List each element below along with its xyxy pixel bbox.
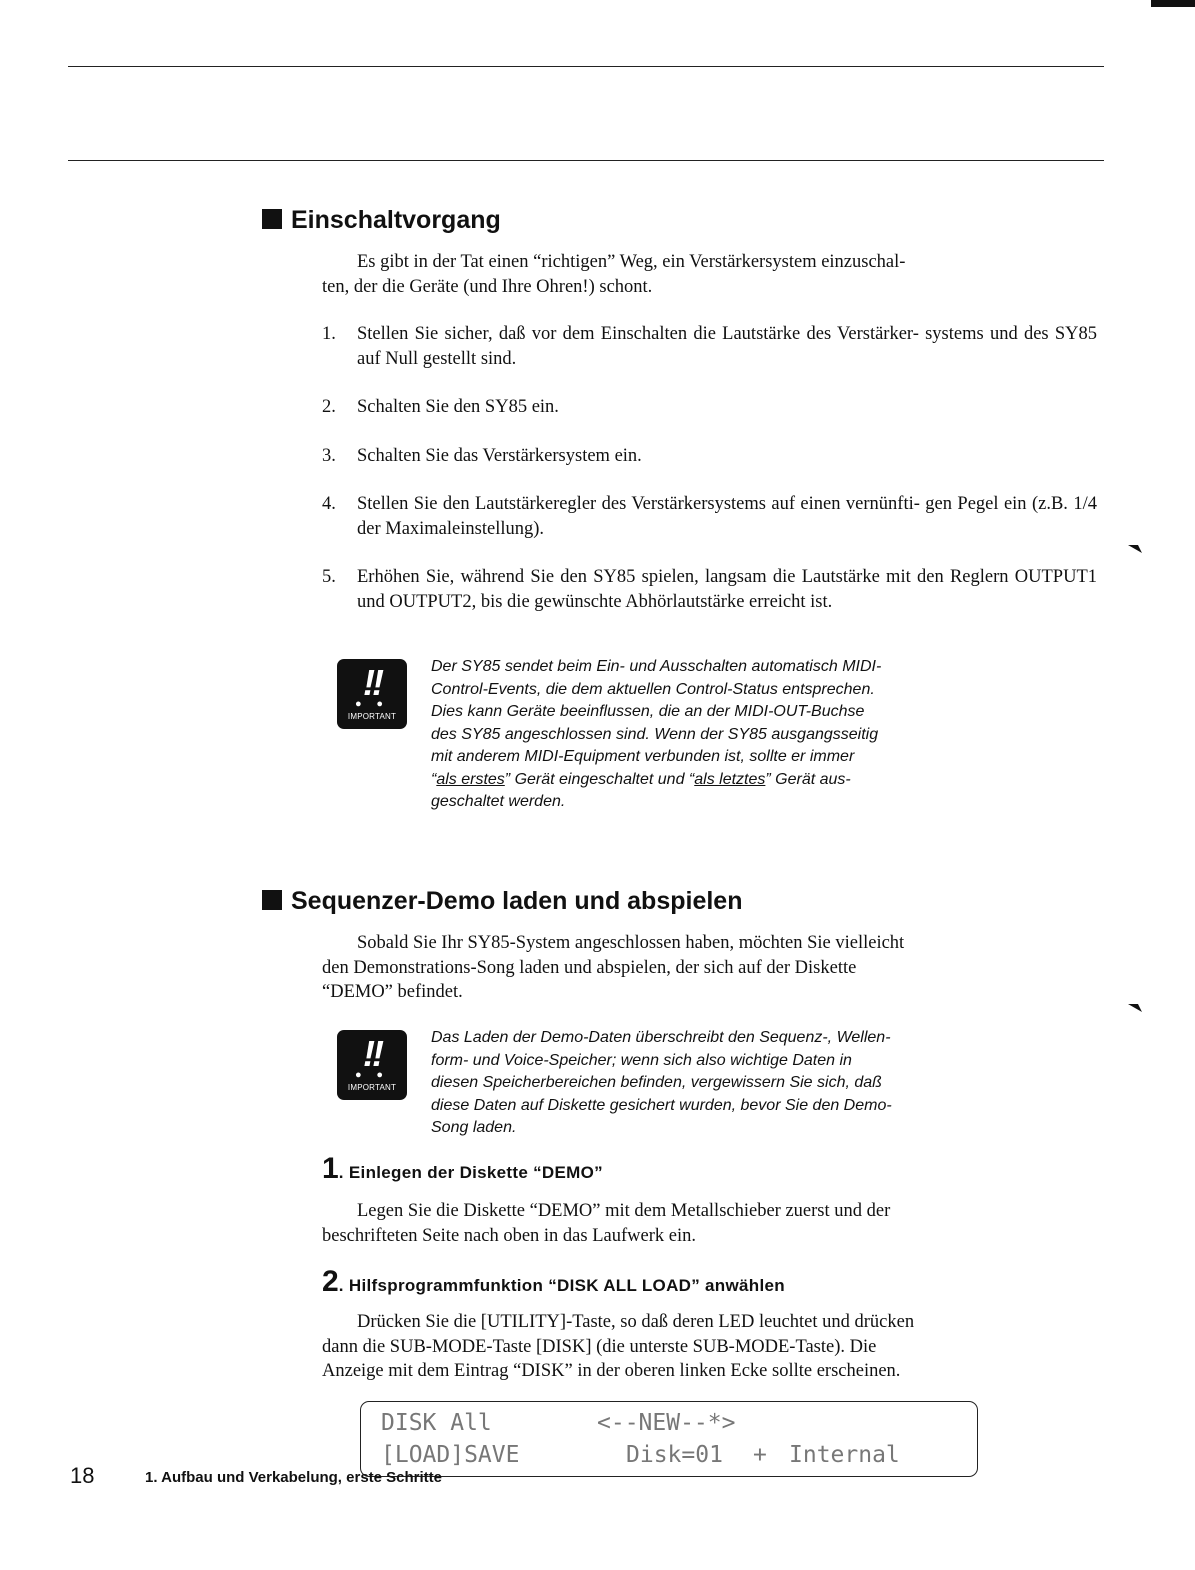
power-on-steps [322,322,1097,614]
section-heading-sequenzer-demo: Sequenzer-Demo laden und abspielen [262,887,742,916]
lcd-row2-left: [LOAD]SAVE [381,1442,520,1468]
edge-arrow-icon [1128,543,1144,553]
section-heading-einschaltvorgang: Einschaltvorgang [262,206,501,235]
underlined-first: als erstes [436,770,505,788]
section2-intro: Sobald Sie Ihr SY85-System angeschlossen haben, möchten Sie vielleicht den Demonstrations-Song laden und abspielen, der sich auf der Diskette “DEMO” befindet. [322,933,905,1002]
top-rule [68,66,1104,67]
heading-bullet-icon [262,209,282,229]
important-note-demo: Das Laden der Demo-Daten überschreibt den Sequenz-, Wellen- form- und Voice-Speicher; wenn sich also wichtige Daten in diesen Speicherbereichen befinden, vergewissern Sie sich, daß diese Daten auf Diskette gesichert wurden, bevor Sie den Demo- Song laden. [431,1029,892,1136]
lcd-display [360,1401,978,1477]
important-note-midi: Der SY85 sendet beim Ein- und Ausschalten automatisch MIDI- Control-Events, die dem aktuellen Control-Status entsprechen. Dies kann Geräte beeinflussen, die an der MIDI-OUT-Buchse des SY85 angeschlossen sind. Wenn der SY85 ausgangsseitig mit anderem MIDI-Equipment verbunden ist, sollte er immer “als erstes” Gerät eingeschaltet und “als letztes” Gerät aus- geschaltet werden. [431,658,882,810]
list-item: 4. Stellen Sie den Lautstärkeregler des Verstärkersystems auf einen vernünfti- gen Pegel ein (z.B. 1/4 der Maximaleinstellung). [322,494,1097,539]
second-rule [68,160,1104,161]
lcd-row1-right: <--NEW--*> [597,1410,736,1436]
chapter-title: 1. Aufbau und Verkabelung, erste Schritte [145,1469,443,1486]
page-number: 18 [70,1463,95,1488]
lcd-row1-left: DISK All [381,1410,492,1436]
step1-text: Legen Sie die Diskette “DEMO” mit dem Metallschieber zuerst und der beschrifteten Seite nach oben in das Laufwerk ein. [322,1201,891,1246]
list-item: 5. Erhöhen Sie, während Sie den SY85 spielen, langsam die Lautstärke mit den Reglern OUTPUT1 und OUTPUT2, bis die gewünschte Abhörlautstärke erreicht ist. [322,567,1097,612]
important-icon: !! ● ● IMPORTANT [337,1030,407,1100]
corner-scan-mark [1151,0,1195,7]
step2-text: Drücken Sie die [UTILITY]-Taste, so daß deren LED leuchtet und drücken dann die SUB-MODE-Taste [DISK] (die unterste SUB-MODE-Taste). Die Anzeige mit dem Eintrag “DISK” in der oberen linken Ecke sollte erscheinen. [322,1312,915,1381]
list-item: 3. Schalten Sie das Verstärkersystem ein. [322,445,642,466]
lcd-row2-arrow-icon: + [753,1442,767,1468]
lcd-row2-right: Internal [789,1442,900,1468]
heading-bullet-icon [262,890,282,910]
step2-heading: 2. Hilfsprogrammfunktion “DISK ALL LOAD” anwählen [322,1265,785,1298]
list-item: 1. Stellen Sie sicher, daß vor dem Einschalten die Lautstärke des Verstärker- systems und des SY85 auf Null gestellt sind. [322,324,1097,369]
step1-heading: 1. Einlegen der Diskette “DEMO” [322,1152,603,1185]
list-item: 2. Schalten Sie den SY85 ein. [322,397,559,417]
edge-arrow-icon [1128,1002,1144,1012]
lcd-row2-mid: Disk=01 [626,1442,723,1468]
important-icon: !! ● ● IMPORTANT [337,659,407,729]
section1-intro: Es gibt in der Tat einen “richtigen” Weg, ein Verstärkersystem einzuschal- ten, der die Geräte (und Ihre Ohren!) schont. [322,252,906,297]
underlined-last: als letztes [694,770,766,788]
